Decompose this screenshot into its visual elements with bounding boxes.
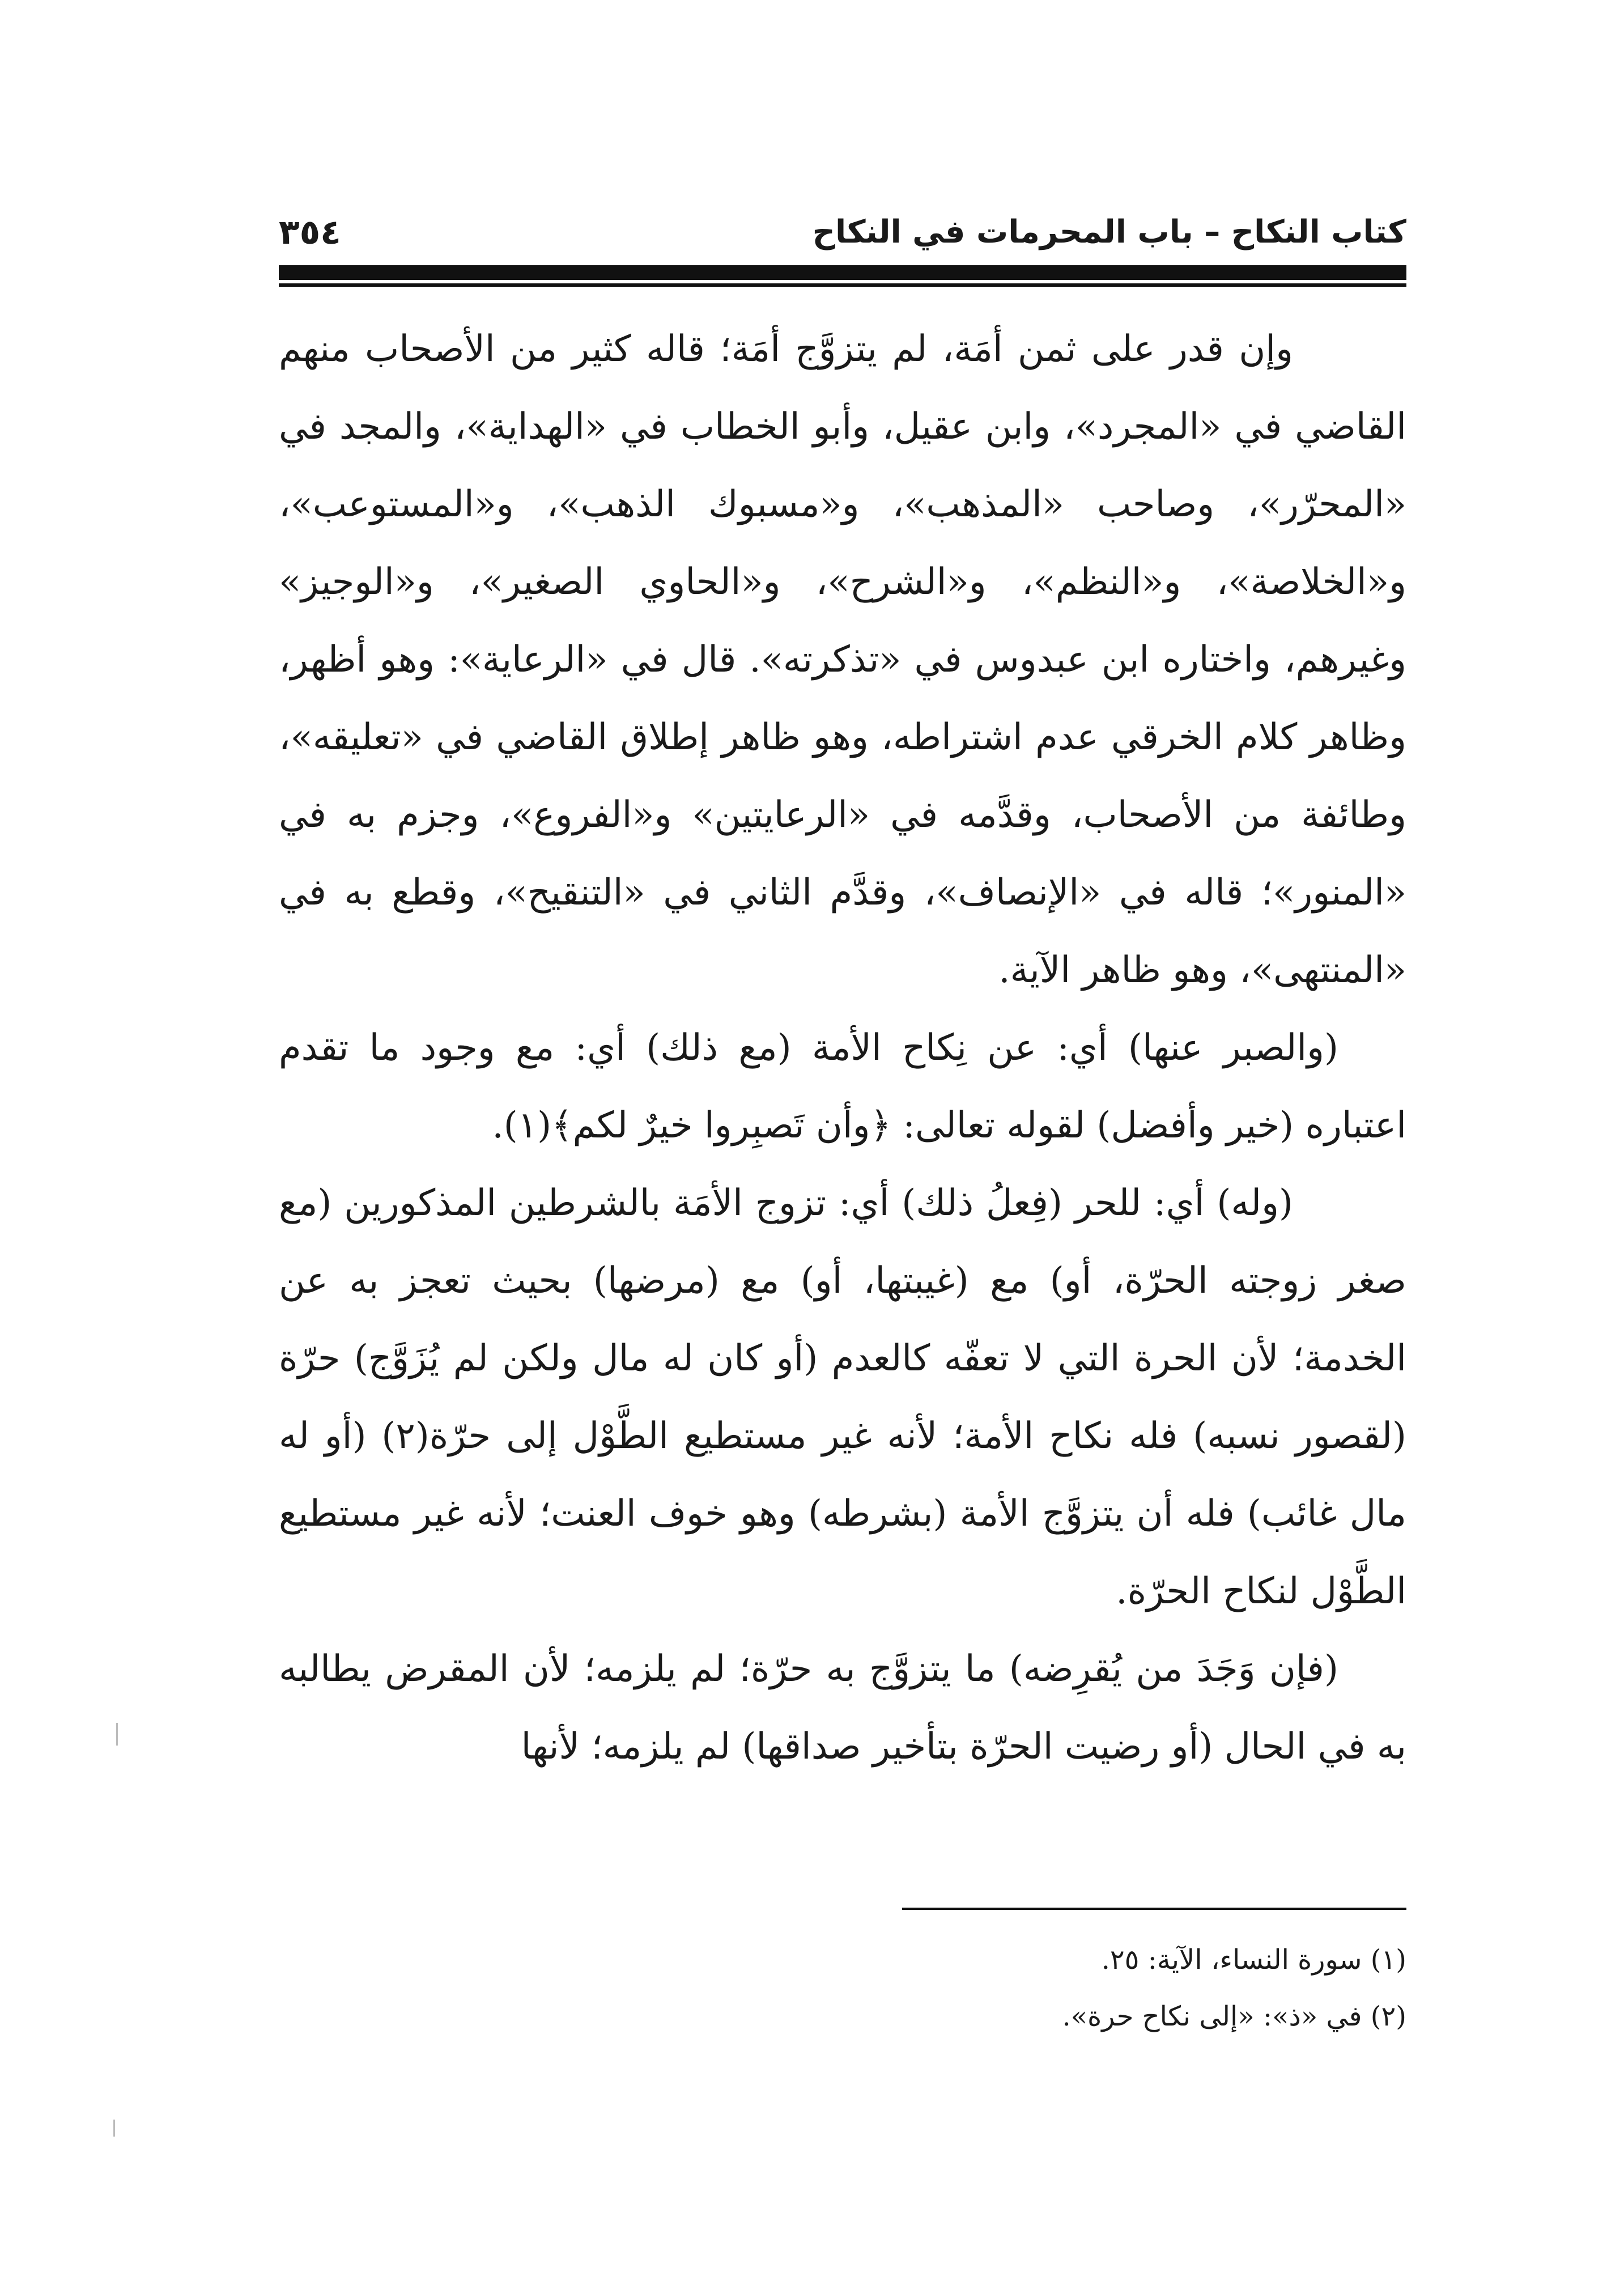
paragraph: (فإن وَجَدَ من يُقرِضه) ما يتزوَّج به حرّة؛ لم يلزمه؛ لأن المقرض يطالبه به في الحال (أو رضيت الحرّة بتأخير صداقها) لم يلزمه؛ لأنها [279, 1648, 1406, 1768]
header-rule-thick [279, 265, 1406, 280]
chapter-title: كتاب النكاح – باب المحرمات في النكاح [812, 214, 1406, 250]
paragraph: (والصبر عنها) أي: عن نِكاح الأمة (مع ذلك) أي: مع وجود ما تقدم اعتباره (خير وأفضل) لقوله تعالى: ﴿وأن تَصبِروا خيرٌ لكم﴾(١). [279, 1027, 1406, 1146]
scan-mark [113, 2120, 115, 2137]
paragraph: وإن قدر على ثمن أمَة، لم يتزوَّج أمَة؛ قاله كثير من الأصحاب منهم القاضي في «المجرد»، وابن عقيل، وأبو الخطاب في «الهداية»، والمجد في «المحرّر»، وصاحب «المذهب»، و«مسبوك الذهب»، و«المستوعب»، و«الخلاصة»، و«النظم»، و«الشرح»، و«الحاوي الصغير»، و«الوجيز» وغيرهم، واختاره ابن عبدوس في «تذكرته». قال في «الرعاية»: وهو أظهر، وظاهر كلام الخرقي عدم اشتراطه، وهو ظاهر إطلاق القاضي في «تعليقه»، وطائفة من الأصحاب، وقدَّمه في «الرعايتين» و«الفروع»، وجزم به في «المنور»؛ قاله في «الإنصاف»، وقدَّم الثاني في «التنقيح»، وقطع به في «المنتهى»، وهو ظاهر الآية. [279, 328, 1407, 991]
footnotes [902, 1931, 1406, 2045]
page-number: ٣٥٤ [279, 213, 341, 252]
header-rule-thin [279, 283, 1406, 287]
footnote: (١) سورة النساء، الآية: ٢٥. [1101, 1944, 1406, 1976]
scan-mark [116, 1723, 118, 1746]
footnote-separator [902, 1908, 1406, 1910]
paragraph: (وله) أي: للحر (فِعلُ ذلك) أي: تزوج الأمَة بالشرطين المذكورين (مع صغر زوجته الحرّة، أو) مع (غيبتها، أو) مع (مرضها) بحيث تعجز به عن الخدمة؛ لأن الحرة التي لا تعفّه كالعدم (أو كان له مال ولكن لم يُزَوَّج) حرّة (لقصور نسبه) فله نكاح الأمة؛ لأنه غير مستطيع الطَّوْل إلى حرّة(٢) (أو له مال غائب) فله أن يتزوَّج الأمة (بشرطه) وهو خوف العنت؛ لأنه غير مستطيع الطَّوْل لنكاح الحرّة. [279, 1182, 1407, 1612]
running-header [279, 210, 1406, 255]
main-text [279, 311, 1406, 1786]
footnote: (٢) في «ذ»: «إلى نكاح حرة». [1062, 2001, 1406, 2032]
